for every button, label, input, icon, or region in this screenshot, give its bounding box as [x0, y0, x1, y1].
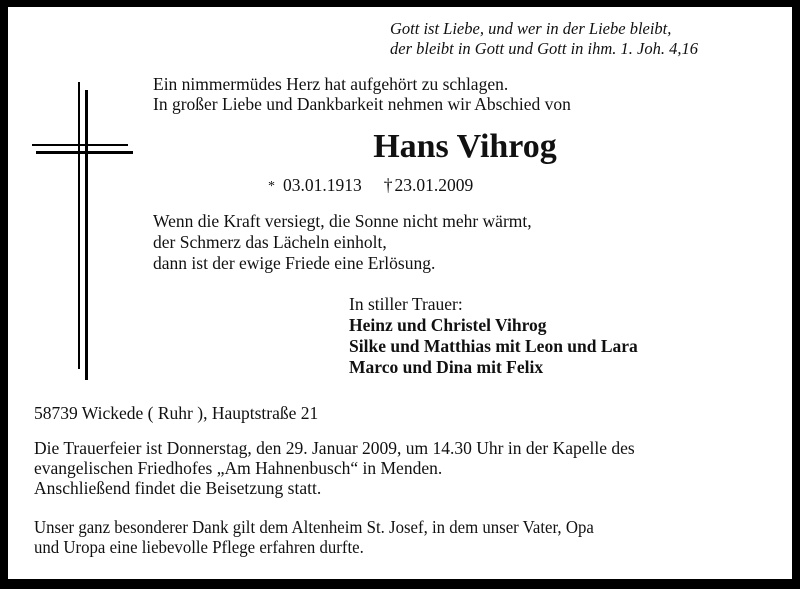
intro-line: In großer Liebe und Dankbarkeit nehmen wir Abschied von: [153, 94, 571, 114]
poem-line: Wenn die Kraft versiegt, die Sonne nicht mehr wärmt,: [153, 211, 532, 231]
bible-motto: [390, 19, 698, 59]
thanks-line: und Uropa eine liebevolle Pflege erfahren durfte.: [34, 537, 364, 557]
funeral-service-info: [34, 438, 635, 498]
mourner-family: Silke und Matthias mit Leon und Lara: [349, 336, 638, 356]
life-dates: [268, 174, 473, 199]
poem: [153, 211, 532, 274]
birth-star-icon: *: [268, 179, 275, 194]
deceased-name: Hans Vihrog: [373, 128, 557, 165]
thanks-note: [34, 517, 594, 557]
birth-date: 03.01.1913: [283, 175, 362, 195]
motto-line: der bleibt in Gott und Gott in ihm. 1. Joh. 4,16: [390, 39, 698, 58]
address: 58739 Wickede ( Ruhr ), Hauptstraße 21: [34, 403, 319, 423]
poem-line: der Schmerz das Lächeln einholt,: [153, 232, 387, 252]
thanks-line: Unser ganz besonderer Dank gilt dem Altenheim St. Josef, in dem unser Vater, Opa: [34, 517, 594, 537]
mourner-family: Heinz und Christel Vihrog: [349, 315, 547, 335]
service-line: evangelischen Friedhofes „Am Hahnenbusch“ in Menden.: [34, 458, 443, 478]
death-date: 23.01.2009: [394, 175, 474, 195]
intro-text: [153, 74, 571, 114]
poem-line: dann ist der ewige Friede eine Erlösung.: [153, 253, 436, 273]
mourners-heading: In stiller Trauer:: [349, 294, 463, 314]
mourner-family: Marco und Dina mit Felix: [349, 357, 544, 377]
cross-vertical-thin: [78, 82, 80, 369]
mourners: [349, 294, 638, 378]
obituary-notice: [8, 7, 792, 579]
motto-line: Gott ist Liebe, und wer in der Liebe bleibt,: [390, 19, 672, 38]
service-line: Anschließend findet die Beisetzung statt.: [34, 478, 322, 498]
service-line: Die Trauerfeier ist Donnerstag, den 29. Januar 2009, um 14.30 Uhr in der Kapelle des: [34, 438, 635, 458]
intro-line: Ein nimmermüdes Herz hat aufgehört zu schlagen.: [153, 74, 509, 94]
death-cross-icon: †: [383, 175, 393, 195]
